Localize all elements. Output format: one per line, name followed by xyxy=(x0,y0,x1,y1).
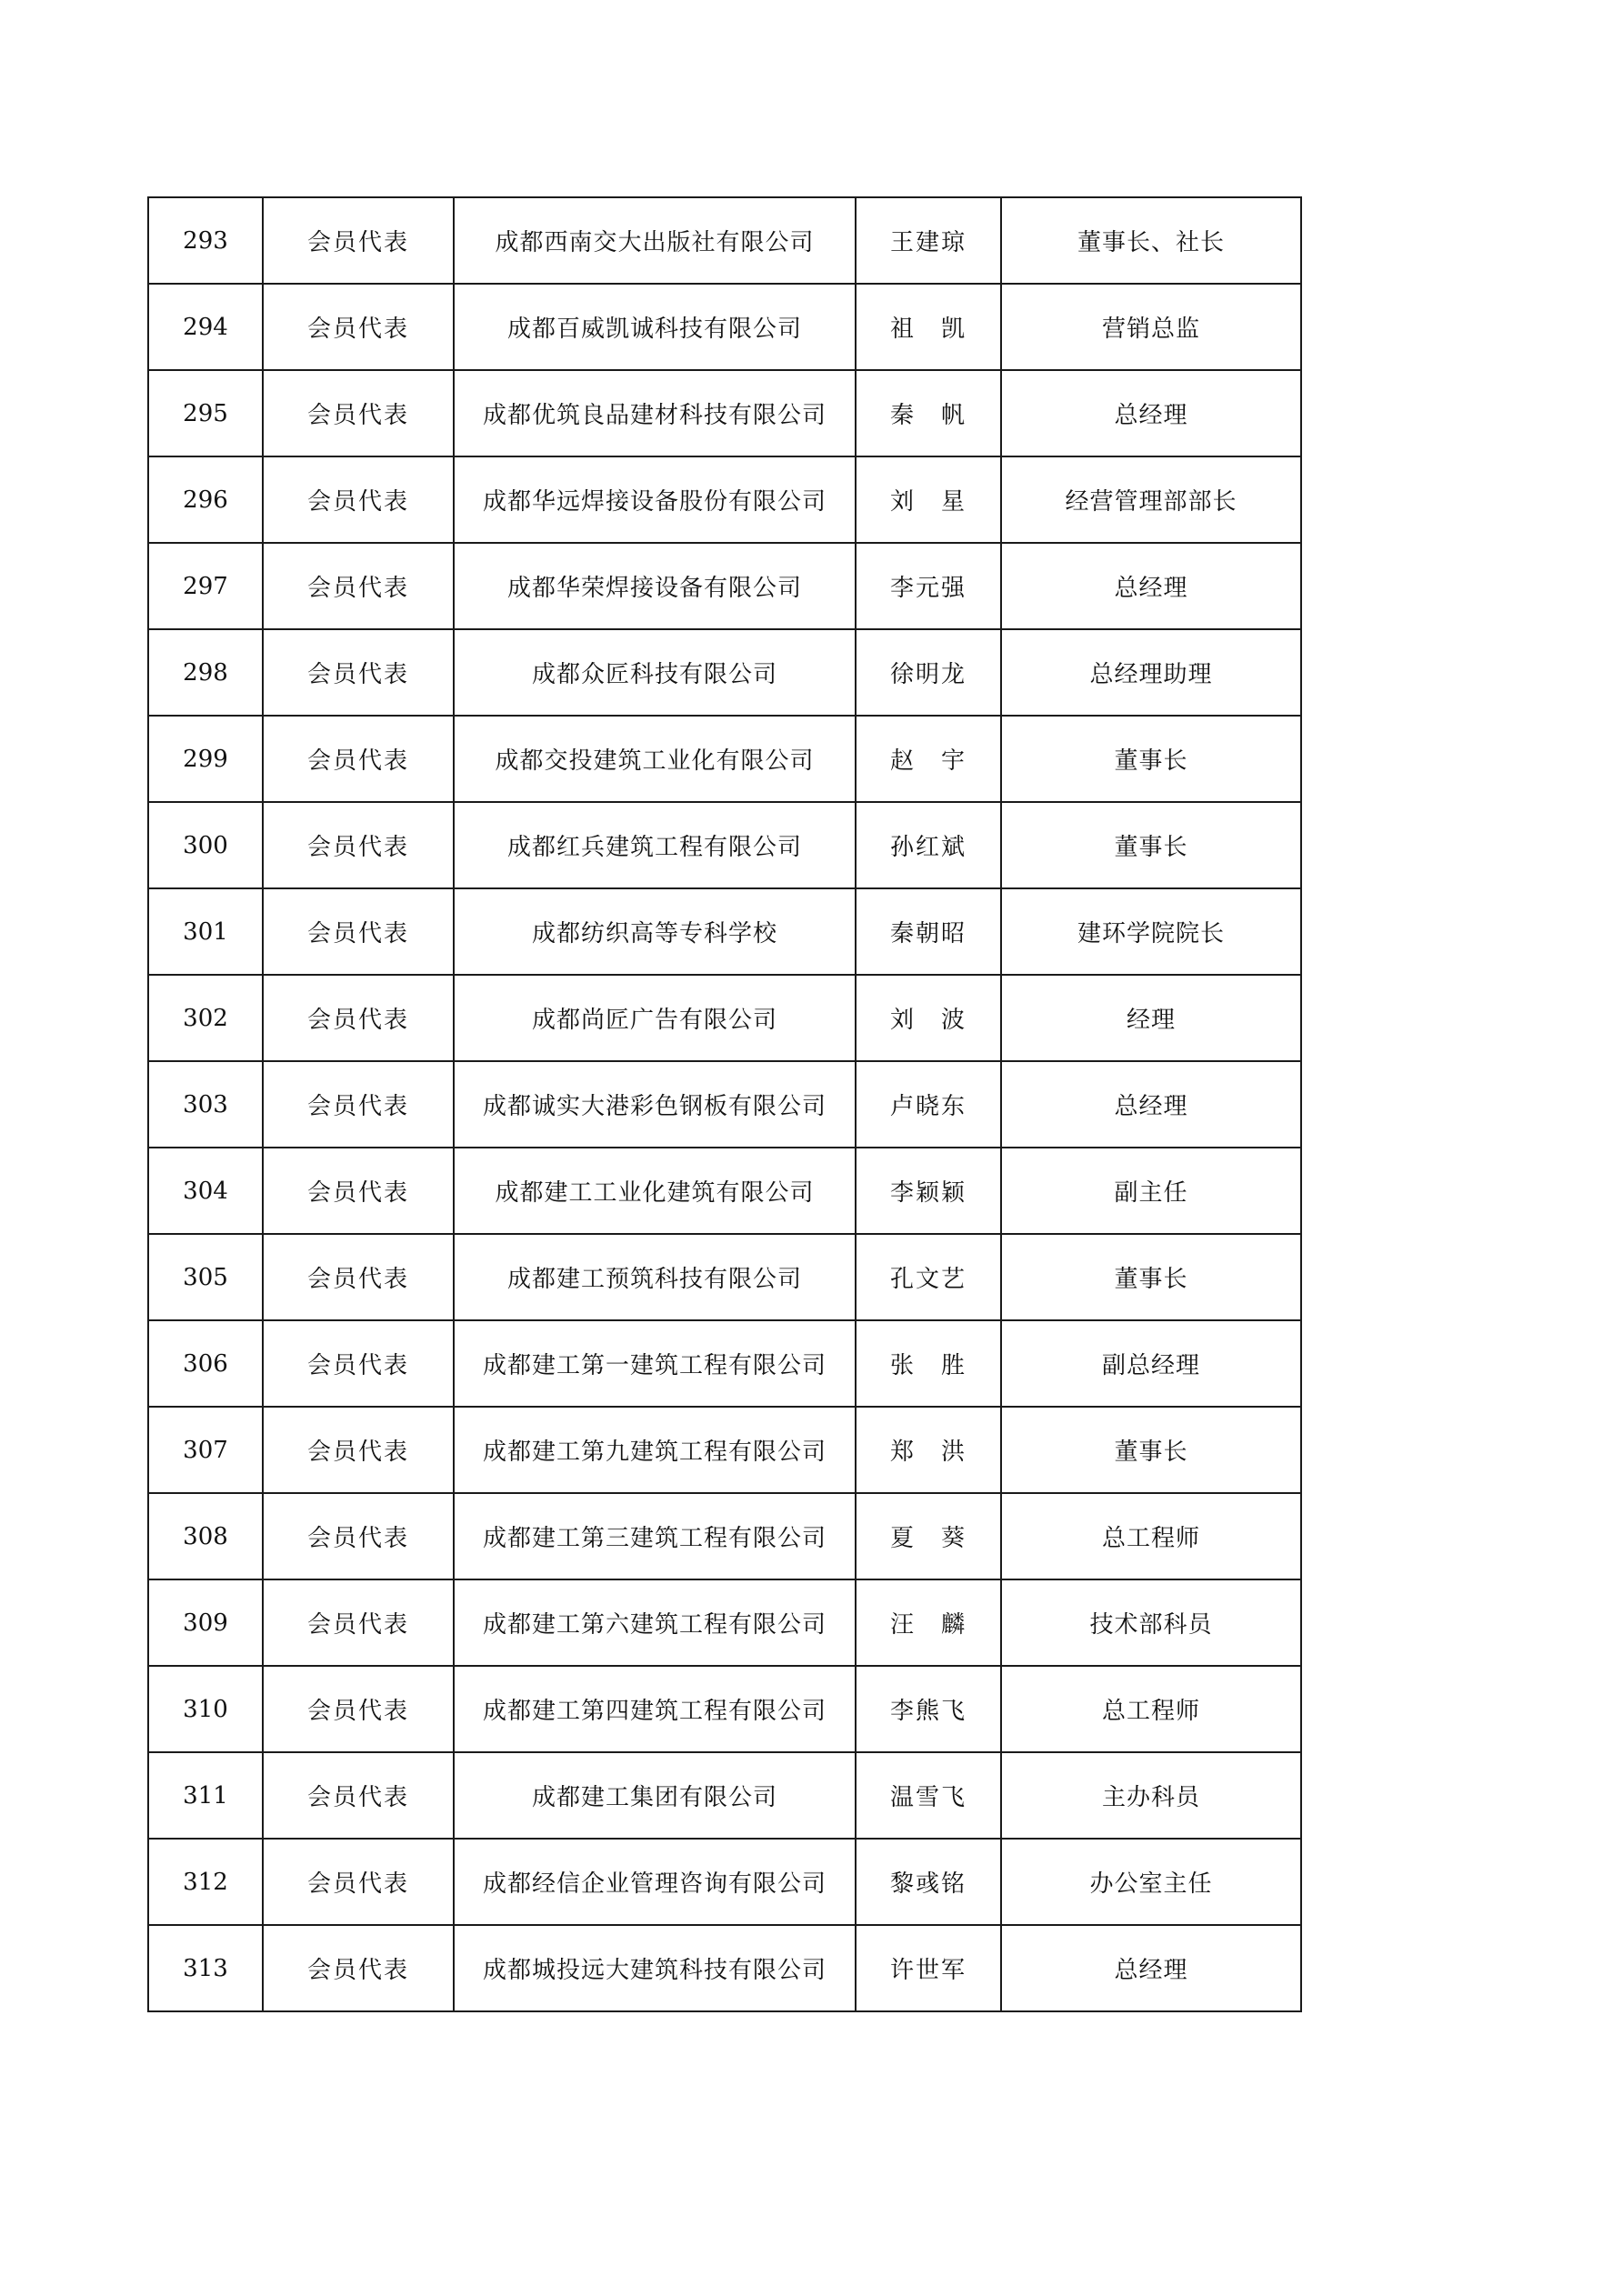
organization-name-cell: 成都建工第四建筑工程有限公司 xyxy=(454,1666,856,1752)
table-row xyxy=(148,802,1301,888)
table-row xyxy=(148,1148,1301,1234)
member-name-cell: 夏 葵 xyxy=(856,1493,1001,1579)
organization-name-cell: 成都交投建筑工业化有限公司 xyxy=(454,716,856,802)
row-number-cell: 302 xyxy=(148,975,263,1061)
member-category-cell: 会员代表 xyxy=(263,1925,454,2011)
row-number-cell: 293 xyxy=(148,197,263,284)
organization-name-cell: 成都建工集团有限公司 xyxy=(454,1752,856,1839)
member-name-cell: 李熊飞 xyxy=(856,1666,1001,1752)
row-number-cell: 297 xyxy=(148,543,263,629)
table-row xyxy=(148,284,1301,370)
table-row xyxy=(148,1752,1301,1839)
row-number-cell: 294 xyxy=(148,284,263,370)
row-number-cell: 313 xyxy=(148,1925,263,2011)
organization-name-cell: 成都华荣焊接设备有限公司 xyxy=(454,543,856,629)
row-number-cell: 296 xyxy=(148,456,263,543)
member-position-cell: 经营管理部部长 xyxy=(1001,456,1301,543)
organization-name-cell: 成都华远焊接设备股份有限公司 xyxy=(454,456,856,543)
member-name-cell: 温雪飞 xyxy=(856,1752,1001,1839)
member-category-cell: 会员代表 xyxy=(263,802,454,888)
row-number-cell: 300 xyxy=(148,802,263,888)
organization-name-cell: 成都百威凯诚科技有限公司 xyxy=(454,284,856,370)
row-number-cell: 304 xyxy=(148,1148,263,1234)
organization-name-cell: 成都建工第一建筑工程有限公司 xyxy=(454,1320,856,1407)
member-name-cell: 李颖颖 xyxy=(856,1148,1001,1234)
member-position-cell: 董事长 xyxy=(1001,716,1301,802)
member-name-cell: 张 胜 xyxy=(856,1320,1001,1407)
member-category-cell: 会员代表 xyxy=(263,1752,454,1839)
member-position-cell: 建环学院院长 xyxy=(1001,888,1301,975)
member-category-cell: 会员代表 xyxy=(263,1407,454,1493)
table-row xyxy=(148,1839,1301,1925)
member-name-cell: 李元强 xyxy=(856,543,1001,629)
member-name-cell: 孙红斌 xyxy=(856,802,1001,888)
member-category-cell: 会员代表 xyxy=(263,1493,454,1579)
table-row xyxy=(148,543,1301,629)
table-row xyxy=(148,1579,1301,1666)
member-name-cell: 徐明龙 xyxy=(856,629,1001,716)
table-row xyxy=(148,888,1301,975)
table-row xyxy=(148,716,1301,802)
row-number-cell: 311 xyxy=(148,1752,263,1839)
roster-body xyxy=(148,197,1301,2011)
member-position-cell: 总经理 xyxy=(1001,1061,1301,1148)
member-name-cell: 刘 波 xyxy=(856,975,1001,1061)
member-position-cell: 总工程师 xyxy=(1001,1493,1301,1579)
table-row xyxy=(148,1407,1301,1493)
member-position-cell: 主办科员 xyxy=(1001,1752,1301,1839)
organization-name-cell: 成都经信企业管理咨询有限公司 xyxy=(454,1839,856,1925)
organization-name-cell: 成都建工第九建筑工程有限公司 xyxy=(454,1407,856,1493)
organization-name-cell: 成都纺织高等专科学校 xyxy=(454,888,856,975)
table-row xyxy=(148,975,1301,1061)
table-row xyxy=(148,456,1301,543)
member-category-cell: 会员代表 xyxy=(263,888,454,975)
row-number-cell: 298 xyxy=(148,629,263,716)
member-position-cell: 经理 xyxy=(1001,975,1301,1061)
member-category-cell: 会员代表 xyxy=(263,1839,454,1925)
table-row xyxy=(148,1493,1301,1579)
member-category-cell: 会员代表 xyxy=(263,284,454,370)
row-number-cell: 306 xyxy=(148,1320,263,1407)
member-category-cell: 会员代表 xyxy=(263,716,454,802)
member-category-cell: 会员代表 xyxy=(263,1666,454,1752)
table-row xyxy=(148,629,1301,716)
member-name-cell: 郑 洪 xyxy=(856,1407,1001,1493)
member-category-cell: 会员代表 xyxy=(263,629,454,716)
organization-name-cell: 成都优筑良品建材科技有限公司 xyxy=(454,370,856,456)
row-number-cell: 307 xyxy=(148,1407,263,1493)
member-category-cell: 会员代表 xyxy=(263,1148,454,1234)
table-row xyxy=(148,1666,1301,1752)
member-position-cell: 董事长 xyxy=(1001,802,1301,888)
row-number-cell: 299 xyxy=(148,716,263,802)
member-name-cell: 卢晓东 xyxy=(856,1061,1001,1148)
row-number-cell: 305 xyxy=(148,1234,263,1320)
member-position-cell: 董事长 xyxy=(1001,1234,1301,1320)
member-category-cell: 会员代表 xyxy=(263,543,454,629)
member-name-cell: 黎彧铭 xyxy=(856,1839,1001,1925)
member-category-cell: 会员代表 xyxy=(263,456,454,543)
member-position-cell: 总工程师 xyxy=(1001,1666,1301,1752)
member-position-cell: 办公室主任 xyxy=(1001,1839,1301,1925)
member-category-cell: 会员代表 xyxy=(263,1234,454,1320)
member-position-cell: 技术部科员 xyxy=(1001,1579,1301,1666)
member-name-cell: 刘 星 xyxy=(856,456,1001,543)
row-number-cell: 312 xyxy=(148,1839,263,1925)
row-number-cell: 308 xyxy=(148,1493,263,1579)
member-roster-table xyxy=(147,196,1302,2012)
row-number-cell: 310 xyxy=(148,1666,263,1752)
table-row xyxy=(148,1320,1301,1407)
member-category-cell: 会员代表 xyxy=(263,975,454,1061)
member-category-cell: 会员代表 xyxy=(263,1061,454,1148)
member-position-cell: 副主任 xyxy=(1001,1148,1301,1234)
organization-name-cell: 成都红兵建筑工程有限公司 xyxy=(454,802,856,888)
organization-name-cell: 成都尚匠广告有限公司 xyxy=(454,975,856,1061)
member-category-cell: 会员代表 xyxy=(263,1320,454,1407)
member-position-cell: 营销总监 xyxy=(1001,284,1301,370)
organization-name-cell: 成都诚实大港彩色钢板有限公司 xyxy=(454,1061,856,1148)
member-position-cell: 总经理助理 xyxy=(1001,629,1301,716)
member-name-cell: 汪 麟 xyxy=(856,1579,1001,1666)
member-position-cell: 总经理 xyxy=(1001,543,1301,629)
member-name-cell: 王建琼 xyxy=(856,197,1001,284)
row-number-cell: 301 xyxy=(148,888,263,975)
organization-name-cell: 成都建工第三建筑工程有限公司 xyxy=(454,1493,856,1579)
table-row xyxy=(148,1061,1301,1148)
member-name-cell: 秦 帆 xyxy=(856,370,1001,456)
organization-name-cell: 成都建工第六建筑工程有限公司 xyxy=(454,1579,856,1666)
member-name-cell: 祖 凯 xyxy=(856,284,1001,370)
row-number-cell: 295 xyxy=(148,370,263,456)
member-name-cell: 孔文艺 xyxy=(856,1234,1001,1320)
member-name-cell: 许世军 xyxy=(856,1925,1001,2011)
organization-name-cell: 成都西南交大出版社有限公司 xyxy=(454,197,856,284)
member-position-cell: 董事长、社长 xyxy=(1001,197,1301,284)
table-row xyxy=(148,1234,1301,1320)
member-position-cell: 董事长 xyxy=(1001,1407,1301,1493)
member-category-cell: 会员代表 xyxy=(263,197,454,284)
member-position-cell: 副总经理 xyxy=(1001,1320,1301,1407)
organization-name-cell: 成都建工工业化建筑有限公司 xyxy=(454,1148,856,1234)
organization-name-cell: 成都建工预筑科技有限公司 xyxy=(454,1234,856,1320)
table-row xyxy=(148,197,1301,284)
member-position-cell: 总经理 xyxy=(1001,1925,1301,2011)
row-number-cell: 309 xyxy=(148,1579,263,1666)
member-name-cell: 赵 宇 xyxy=(856,716,1001,802)
organization-name-cell: 成都众匠科技有限公司 xyxy=(454,629,856,716)
table-row xyxy=(148,1925,1301,2011)
member-category-cell: 会员代表 xyxy=(263,1579,454,1666)
member-name-cell: 秦朝昭 xyxy=(856,888,1001,975)
member-position-cell: 总经理 xyxy=(1001,370,1301,456)
member-category-cell: 会员代表 xyxy=(263,370,454,456)
row-number-cell: 303 xyxy=(148,1061,263,1148)
organization-name-cell: 成都城投远大建筑科技有限公司 xyxy=(454,1925,856,2011)
table-row xyxy=(148,370,1301,456)
